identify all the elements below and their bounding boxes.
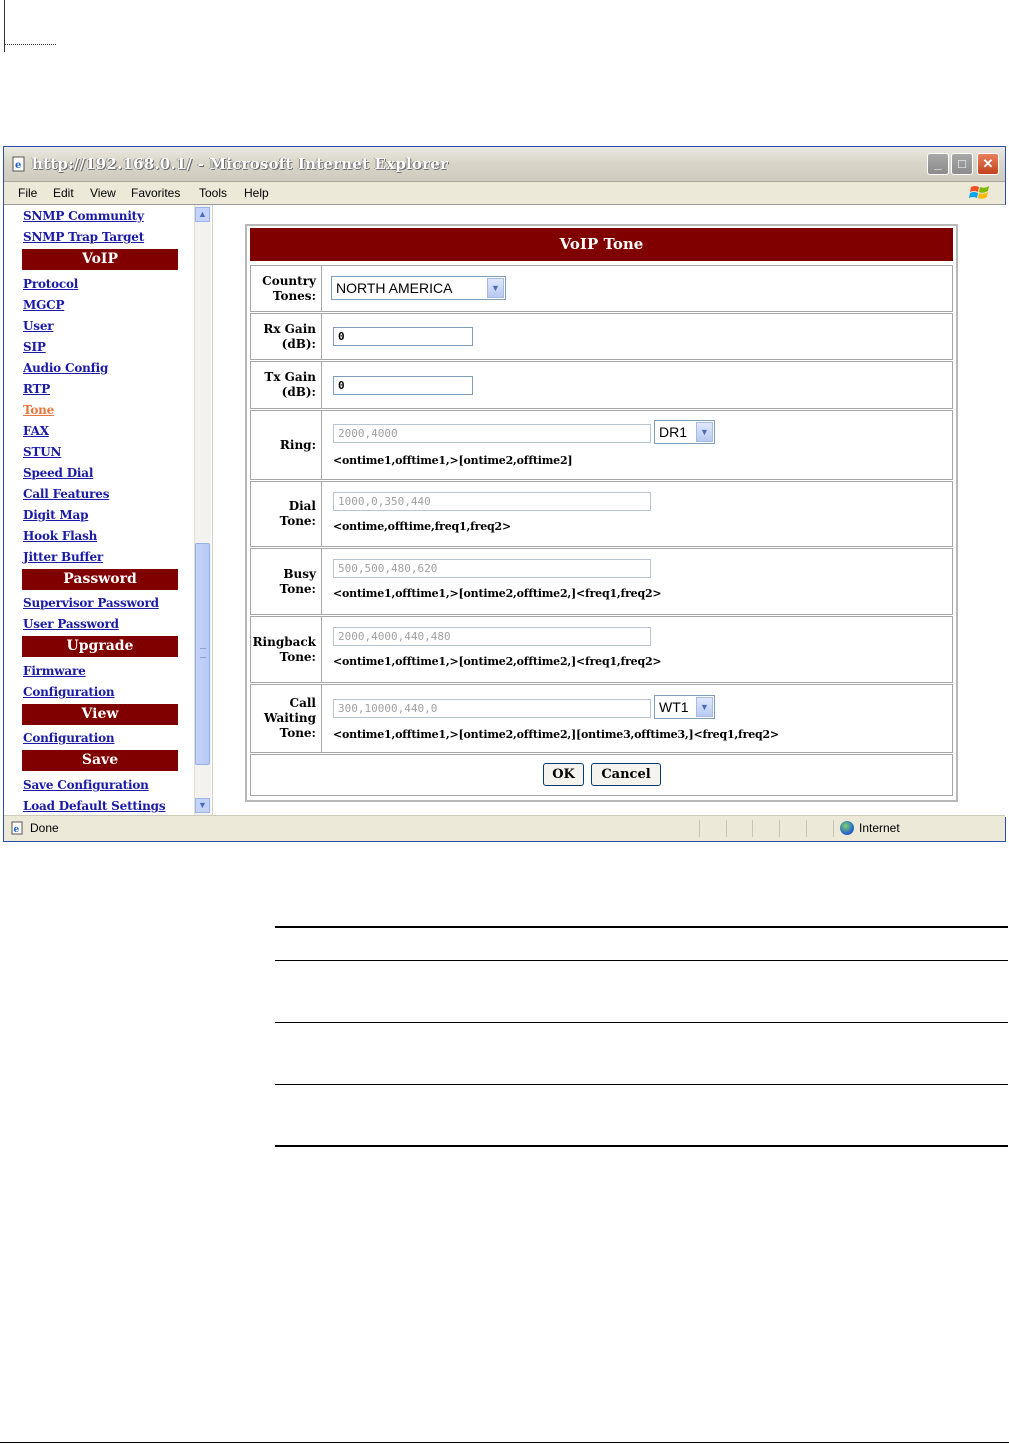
nav-user[interactable]: User [23,319,54,333]
tx-gain-label: Tx Gain (dB): [251,362,322,408]
dial-tone-format-hint: <ontime,offtime,freq1,freq2> [333,520,511,533]
ok-button[interactable]: OK [543,763,584,786]
dial-tone-input[interactable]: 1000,0,350,440 [333,492,651,511]
menu-file[interactable]: File [18,186,38,200]
tx-gain-row [250,361,953,409]
internet-globe-icon [840,821,854,835]
ring-label: Ring: [251,411,322,479]
nav-section-voip: VoIP [22,249,178,270]
menu-view[interactable]: View [90,186,116,200]
table-rule [275,1022,1008,1023]
window-title: http://192.168.0.1/ - Microsoft Internet Explorer [32,155,449,173]
ie-page-icon [11,156,27,172]
nav-supervisor-password[interactable]: Supervisor Password [23,596,159,610]
nav-stun[interactable]: STUN [23,445,62,459]
nav-protocol[interactable]: Protocol [23,277,79,291]
browser-window [3,146,1006,842]
menu-bar [4,182,1005,205]
browser-content [4,204,1005,817]
status-divider [806,820,807,837]
nav-snmp-community[interactable]: SNMP Community [23,209,144,223]
sidebar-scrollbar[interactable] [194,205,211,817]
rx-gain-input[interactable]: 0 [333,327,473,346]
chevron-down-icon: ▼ [696,697,713,717]
nav-user-password[interactable]: User Password [23,617,119,631]
minimize-button[interactable]: _ [927,153,949,175]
status-divider [779,820,780,837]
ringback-tone-input[interactable]: 2000,4000,440,480 [333,627,651,646]
nav-save-configuration[interactable]: Save Configuration [23,778,149,792]
nav-section-password: Password [22,569,178,590]
cancel-button[interactable]: Cancel [591,763,661,786]
ringback-tone-label: Ringback Tone: [251,617,322,682]
country-tones-select[interactable]: NORTH AMERICA ▼ [331,276,506,300]
status-divider [833,820,834,837]
nav-digit-map[interactable]: Digit Map [23,508,89,522]
nav-snmp-trap-target[interactable]: SNMP Trap Target [23,230,145,244]
status-divider [726,820,727,837]
button-row [250,754,953,796]
maximize-button[interactable]: □ [951,153,973,175]
nav-mgcp[interactable]: MGCP [23,298,65,312]
table-rule [275,960,1008,961]
dial-tone-label: Dial Tone: [251,482,322,546]
nav-view-configuration[interactable]: Configuration [23,731,115,745]
scroll-up-icon[interactable]: ▲ [195,207,210,222]
ringback-tone-format-hint: <ontime1,offtime1,>[ontime2,offtime2,]<freq1,freq2> [333,655,662,668]
call-waiting-format-hint: <ontime1,offtime1,>[ontime2,offtime2,][ontime3,offtime3,]<freq1,freq2> [333,728,779,741]
nav-hook-flash[interactable]: Hook Flash [23,529,98,543]
nav-fax[interactable]: FAX [23,424,49,438]
nav-sip[interactable]: SIP [23,340,46,354]
ring-pattern-select[interactable]: DR1 ▼ [654,420,715,444]
scroll-thumb[interactable] [195,543,210,765]
title-bar [4,147,1005,182]
rx-gain-label: Rx Gain (dB): [251,314,322,359]
sidebar-nav [4,205,213,817]
nav-call-features[interactable]: Call Features [23,487,110,501]
nav-load-default-settings[interactable]: Load Default Settings [23,799,166,813]
menu-help[interactable]: Help [244,186,269,200]
busy-tone-input[interactable]: 500,500,480,620 [333,559,651,578]
menu-favorites[interactable]: Favorites [131,186,181,200]
status-bar [4,815,1005,841]
menu-edit[interactable]: Edit [53,186,74,200]
status-divider [699,820,700,837]
page-done-icon [10,821,24,835]
security-zone: Internet [859,821,900,835]
table-rule [275,1084,1008,1085]
ring-row [250,410,953,480]
nav-section-view: View [22,704,178,725]
ring-input[interactable]: 2000,4000 [333,424,651,443]
form-title: VoIP Tone [250,228,953,261]
scroll-down-icon[interactable]: ▼ [195,798,210,813]
close-button[interactable]: ✕ [977,153,999,175]
status-divider [752,820,753,837]
table-rule-bottom [275,1145,1008,1147]
nav-upgrade-configuration[interactable]: Configuration [23,685,115,699]
windows-flag-icon [969,183,991,203]
svg-text:e: e [13,825,20,835]
nav-section-upgrade: Upgrade [22,636,178,657]
ring-format-hint: <ontime1,offtime1,>[ontime2,offtime2] [333,454,573,467]
ringback-tone-row [250,616,953,683]
table-rule-top [275,926,1008,928]
nav-rtp[interactable]: RTP [23,382,51,396]
nav-firmware[interactable]: Firmware [23,664,86,678]
svg-text:e: e [15,160,22,171]
page-corner-dotted-line [5,44,56,45]
call-waiting-tone-input[interactable]: 300,10000,440,0 [333,699,651,718]
nav-speed-dial[interactable]: Speed Dial [23,466,94,480]
main-content [217,205,1007,817]
busy-tone-label: Busy Tone: [251,549,322,614]
nav-jitter-buffer[interactable]: Jitter Buffer [23,550,104,564]
tx-gain-input[interactable]: 0 [333,376,473,395]
call-waiting-tone-row [250,684,953,753]
country-tones-label: Country Tones: [251,266,322,311]
chevron-down-icon: ▼ [696,422,713,442]
page-footer-rule [0,1442,1009,1443]
dial-tone-row [250,481,953,547]
busy-tone-format-hint: <ontime1,offtime1,>[ontime2,offtime2,]<freq1,freq2> [333,587,662,600]
call-waiting-pattern-select[interactable]: WT1 ▼ [654,695,715,719]
chevron-down-icon: ▼ [487,278,504,298]
nav-tone[interactable]: Tone [23,403,55,417]
rx-gain-row [250,313,953,360]
status-text: Done [30,821,59,835]
country-tones-row [250,265,953,312]
busy-tone-row [250,548,953,615]
nav-section-save: Save [22,750,178,771]
voip-tone-form [245,224,958,802]
scroll-grip-icon [200,648,206,658]
menu-tools[interactable]: Tools [199,186,228,200]
nav-audio-config[interactable]: Audio Config [23,361,109,375]
call-waiting-tone-label: Call Waiting Tone: [251,685,322,752]
